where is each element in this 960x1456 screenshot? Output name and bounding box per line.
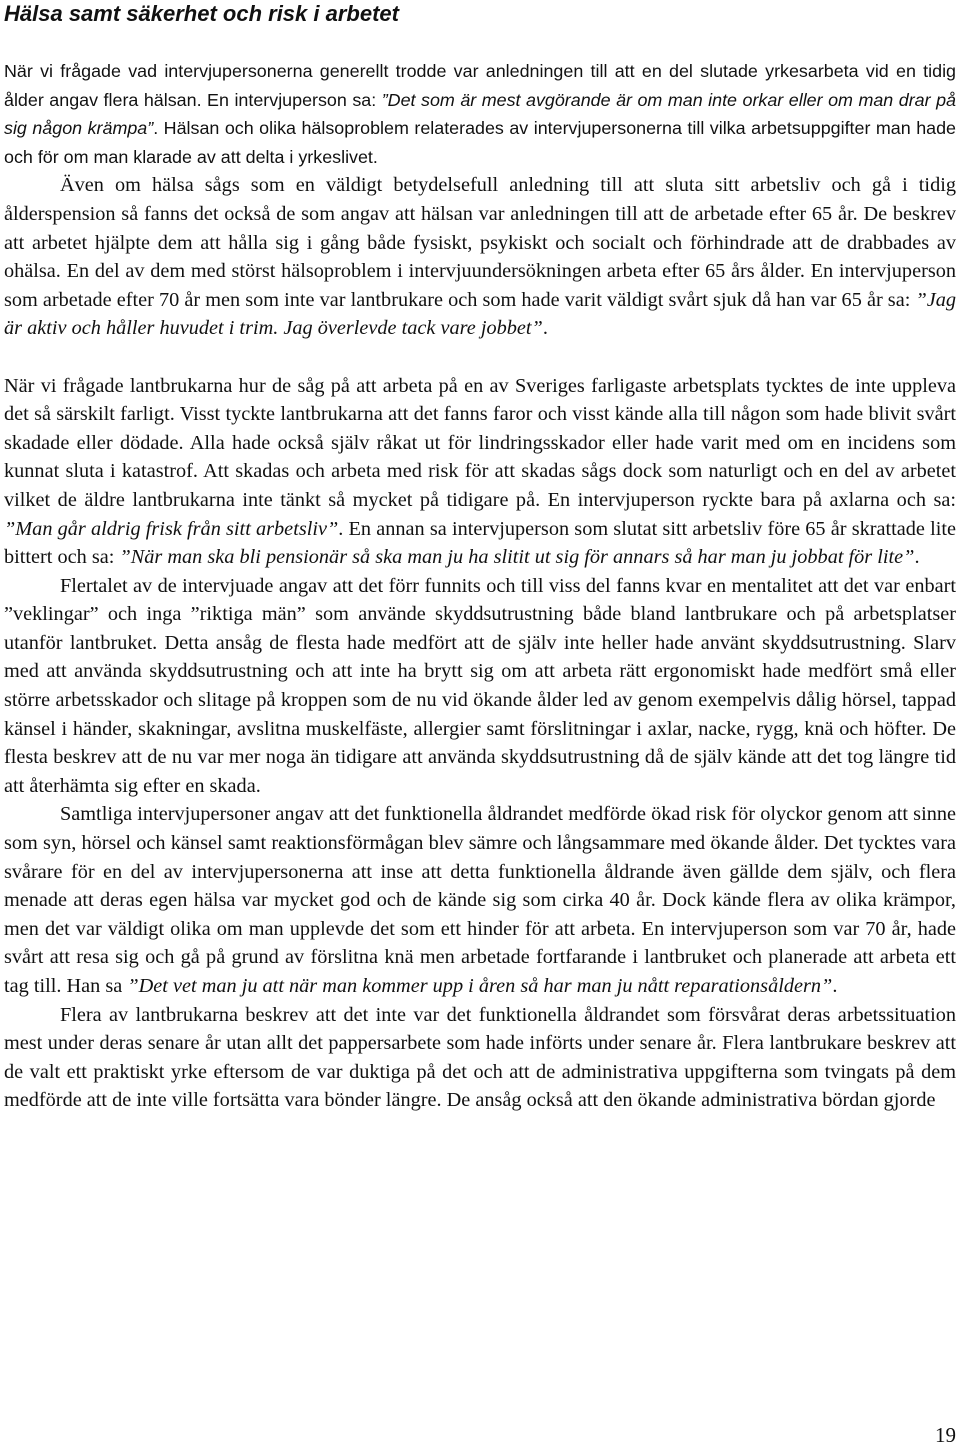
paragraph-6 [4,1001,956,1115]
document-page [4,0,956,1115]
paragraph-2-text-a: Även om hälsa sågs som en väldigt betydelsefull anledning till att sluta sitt arbetsliv och gå i tidig ålderspension så fanns det också de som angav att hälsan var anledningen till att de arbetade efter 65 år. De beskrev att arbetet hjälpte dem att hålla sig i gång både fysiskt, psykiskt och socialt och förhindrade att de drabbades av ohälsa. En del av dem med störst hälsoproblem i intervjuundersökningen arbeta efter 65 års ålder. En intervjuperson som arbetade efter 70 år men som inte var lantbrukare och som hade varit väldigt svårt sjuk då han var 65 år sa: [4,174,956,311]
paragraph-3-text-b: . En annan sa intervjuperson som slutat sitt arbetsliv före 65 år skrattade lite bittert och sa: [4,517,956,569]
paragraph-2-text-b: . [542,317,548,340]
section-heading: Hälsa samt säkerhet och risk i arbetet [4,1,399,26]
paragraph-5-text-b: . [832,975,838,997]
paragraph-1-text-b: . Hälsan och olika hälsoproblem relaterades av intervjupersonerna till vilka arbetsuppgifter man hade och för om man klarade av att delta i yrkeslivet. [4,118,956,167]
paragraph-2 [4,171,956,343]
page-number: 19 [935,1423,956,1447]
paragraph-1-text-a: När vi frågade vad intervjupersonerna generellt trodde var anledningen till att en del slutade yrkesarbeta vid en tidig ålder angav flera hälsan. En intervjuperson sa: [4,61,956,110]
paragraph-4 [4,572,956,801]
quote-active: ”Jag är aktiv och håller huvudet i trim. Jag överlevde tack vare jobbet” [4,288,956,340]
paragraph-3-text-a: När vi frågade lantbrukarna hur de såg på att arbeta på en av Sveriges farligaste arbetsplats tycktes de inte uppleva det så särskilt farligt. Visst tyckte lantbrukarna att det fanns faror och visst kände alla till någon som hade blivit svårt skadade eller dödade. Alla hade också själv råkat ut för lindringsskador eller hade varit med om en incidens som kunnat sluta i katastrof. Att skadas och arbeta med risk för att skadas sågs dock som naturligt och en del av arbetet vilket de äldre lantbrukarna inte tänkt så mycket på tidigare på. En intervjuperson ryckte bara på axlarna och sa: [4,374,956,511]
paragraph-5 [4,800,956,1000]
document-body [4,57,956,1115]
paragraph-4-text: Flertalet av de intervjuade angav att det förr funnits och till viss del fanns kvar en mentalitet att det var enbart ”veklingar” och inga ”riktiga män” som använde skyddsutrustning både bland lantbrukare och på arbetsplatser utanför lantbruket. Detta ansåg de flesta hade medfört att de själv inte heller hade använt skyddsutrustning. Slarv med att använda skyddsutrustning och att inte ha brytt sig om att arbeta rätt ergonomiskt hade medfört små eller större arbetsskador och slitage på kroppen som de nu vid ökande ålder led av genom exempelvis dålig hörsel, tappad känsel i händer, skakningar, avslitna muskelfäste, allergier samt förslitningar i axlar, nacke, rygg, knä och höfter. De flesta beskrev att de nu var mer noga än tidigare att använda skyddsutrustning då de själv kände att det tog längre tid att återhämta sig efter en skada. [4,574,956,797]
quote-never-healthy: ”Man går aldrig frisk från sitt arbetsliv” [4,517,339,540]
paragraph-3-text-c: . [914,546,920,569]
quote-repair-age: ”Det vet man ju att när man kommer upp i åren så har man ju nått reparationsåldern” [127,975,833,997]
quote-health: ”Det som är mest avgörande är om man inte orkar eller om man drar på sig någon krämpa” [4,89,956,139]
paragraph-3 [4,372,956,572]
paragraph-5-text-a: Samtliga intervjupersoner angav att det funktionella åldrandet medförde ökad risk för olyckor genom att sinne som syn, hörsel och känsel samt reaktionsförmågan blev sämre och långsammare med ökande ålder. Det tycktes vara svårare för en del av intervjupersonerna att inse att detta funktionella åldrande även gällde dem själv, och flera menade att deras egen hälsa var mycket god och de kände sig som cirka 40 år. Dock kände flera av olika krämpor, men det var väldigt olika om man upplevde det som ett hinder för att arbeta. En intervjuperson som var 70 år, hade svårt att resa sig och gå på grund av förslitna knä men arbetade fortfarande i lantbruket och planerade att arbeta ett tag till. Han sa [4,803,956,997]
quote-pensioner: ”När man ska bli pensionär så ska man ju ha slitit ut sig för annars så har man ju jobbat för lite” [119,546,915,569]
paragraph-6-text: Flera av lantbrukarna beskrev att det inte var det funktionella åldrandet som försvårat deras arbetssituation mest under deras senare år utan allt det pappersarbete som hade införts under senare år. Flera lantbrukare beskrev att de valt ett praktiskt yrke eftersom de var duktiga på det och att de administrativa uppgifterna som tvingats på dem medförde att de inte ville fortsätta vara bönder längre. De ansåg också att den ökande administrativa bördan gjorde [4,1003,956,1112]
paragraph-1 [4,57,956,171]
